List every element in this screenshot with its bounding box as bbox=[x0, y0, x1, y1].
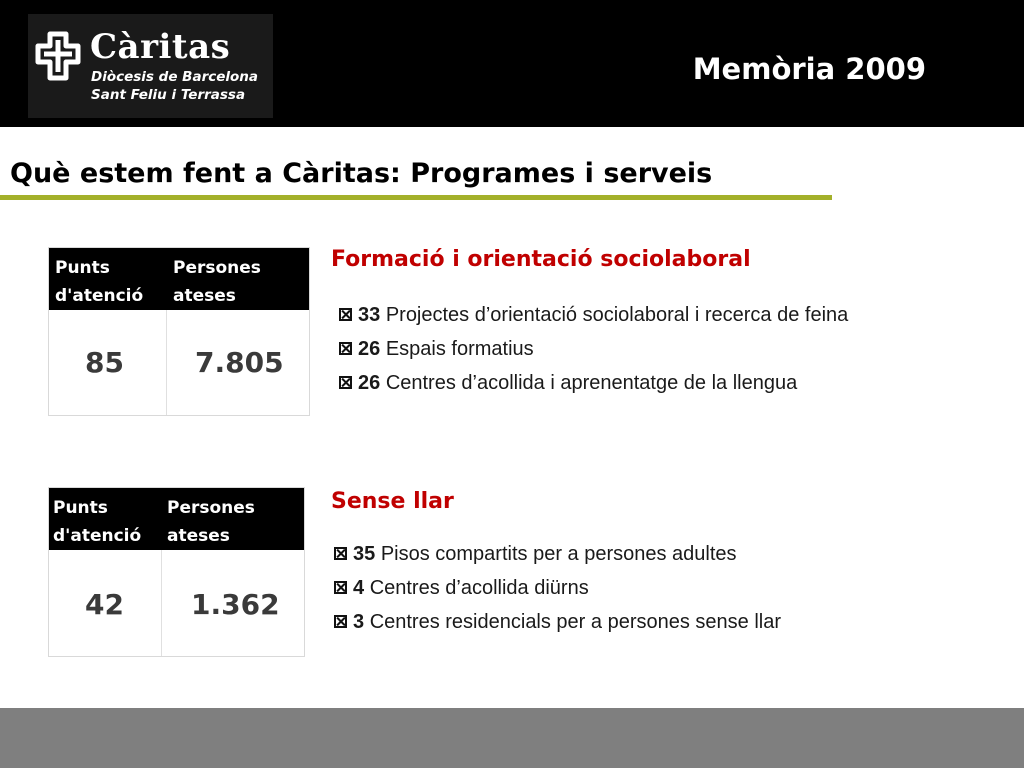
item-number: 26 bbox=[358, 372, 381, 394]
list-item bbox=[334, 537, 954, 571]
stats-header-persones: Persones ateses bbox=[167, 498, 255, 546]
stats-header-punts: Punts d'atenció bbox=[55, 258, 144, 306]
item-text: Pisos compartits per a persones adultes bbox=[380, 543, 737, 565]
checkbox-x-icon bbox=[334, 581, 347, 594]
item-text: Centres d’acollida i aprenentatge de la llengua bbox=[385, 372, 798, 394]
list-item bbox=[334, 605, 954, 639]
item-number: 3 bbox=[353, 611, 365, 633]
section-heading-sociolaboral: Formació i orientació sociolaboral bbox=[331, 247, 751, 272]
checkbox-x-icon bbox=[334, 615, 347, 628]
header-band bbox=[0, 0, 1024, 127]
stats-value-punts: 42 bbox=[85, 588, 124, 621]
footer-band bbox=[0, 708, 1024, 768]
item-text: Projectes d’orientació sociolaboral i recerca de feina bbox=[385, 304, 849, 326]
stats-value-persones: 7.805 bbox=[195, 346, 284, 379]
report-title: Memòria 2009 bbox=[692, 52, 926, 86]
stats-value-persones: 1.362 bbox=[191, 588, 280, 621]
stats-value-punts: 85 bbox=[85, 346, 124, 379]
list-sense-llar bbox=[334, 537, 954, 639]
item-number: 4 bbox=[353, 577, 365, 599]
item-text: Centres residencials per a persones sense llar bbox=[369, 611, 782, 633]
stats-table-sense-llar bbox=[48, 487, 305, 657]
item-number: 26 bbox=[358, 338, 381, 360]
checkbox-x-icon bbox=[339, 342, 352, 355]
stats-table-sociolaboral bbox=[48, 247, 310, 416]
list-item bbox=[334, 571, 954, 605]
checkbox-x-icon bbox=[334, 547, 347, 560]
page-title: Què estem fent a Càritas: Programes i serveis bbox=[10, 158, 713, 189]
logo-subtitle-line1: Diòcesis de Barcelona bbox=[91, 69, 259, 85]
item-text: Espais formatius bbox=[385, 338, 534, 360]
checkbox-x-icon bbox=[339, 308, 352, 321]
list-item bbox=[339, 298, 929, 332]
stats-column-divider bbox=[166, 310, 167, 415]
stats-header-persones: Persones ateses bbox=[173, 258, 261, 306]
checkbox-x-icon bbox=[339, 376, 352, 389]
section-heading-sense-llar: Sense llar bbox=[331, 489, 454, 514]
item-number: 33 bbox=[358, 304, 381, 326]
title-underline bbox=[0, 195, 832, 200]
stats-header-punts: Punts d'atenció bbox=[53, 498, 142, 546]
cross-logo-icon bbox=[32, 30, 84, 82]
logo-name: Càritas bbox=[90, 27, 231, 67]
caritas-logo bbox=[28, 14, 273, 118]
stats-column-divider bbox=[161, 550, 162, 656]
list-item bbox=[339, 366, 929, 400]
item-text: Centres d’acollida diürns bbox=[369, 577, 589, 599]
item-number: 35 bbox=[353, 543, 376, 565]
list-sociolaboral bbox=[339, 298, 929, 400]
logo-subtitle-line2: Sant Feliu i Terrassa bbox=[91, 87, 246, 103]
list-item bbox=[339, 332, 929, 366]
